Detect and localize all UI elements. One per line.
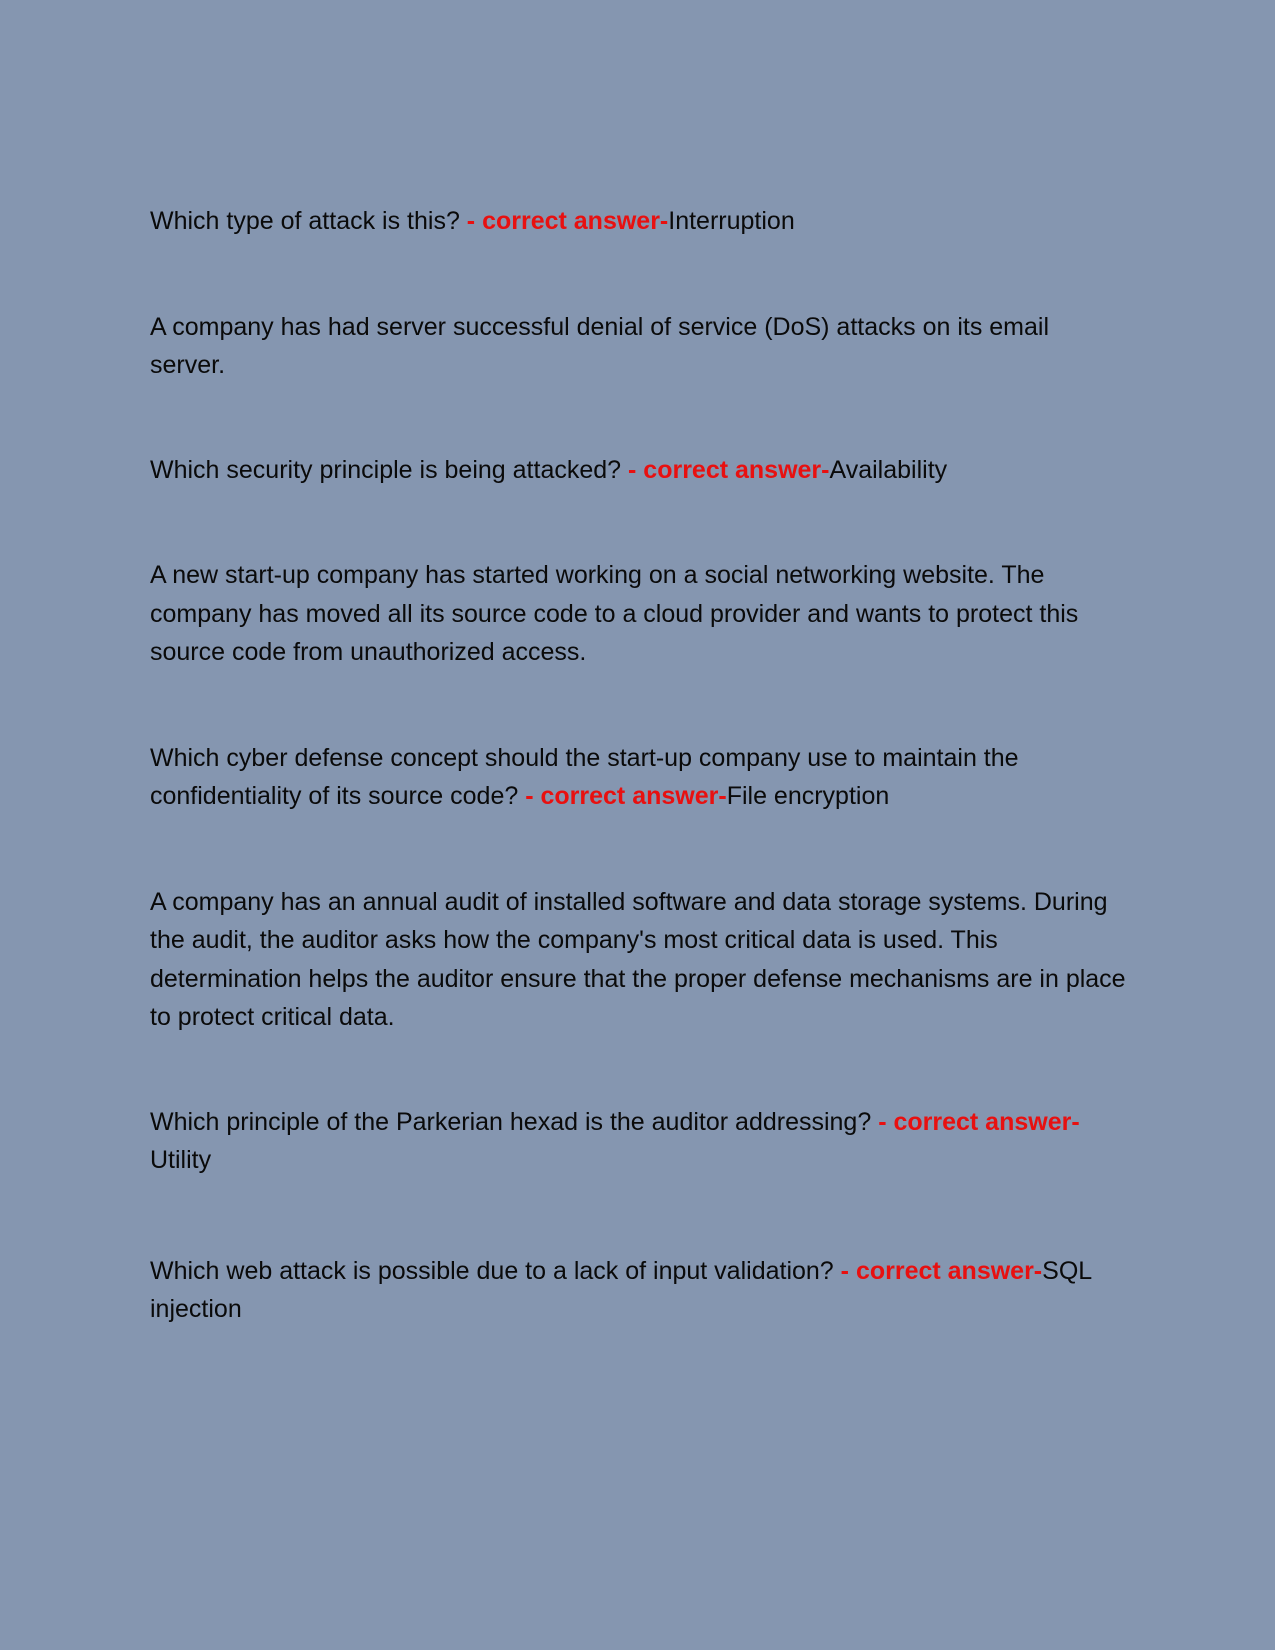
- answer-text: SQL injection: [150, 1256, 1092, 1323]
- answer-text: Interruption: [668, 207, 795, 235]
- question-text: Which web attack is possible due to a lack of input validation?: [150, 1256, 841, 1285]
- context-paragraph-2: A new start-up company has started working on a social networking website. The company has moved all its source code to a cloud provider and wants to protect this source code from unauthorized access.: [150, 561, 1079, 666]
- answer-text: Utility: [150, 1146, 212, 1174]
- document-body: [150, 202, 1130, 1329]
- context-paragraph-3: A company has an annual audit of installed software and data storage systems. During the audit, the auditor asks how the company's most critical data is used. This determination helps the auditor ensure that the proper defense mechanisms are in place to protect critical data.: [150, 887, 1126, 1031]
- correct-answer-label: - correct answer-: [878, 1107, 1080, 1136]
- qa-item-5: [150, 1252, 1130, 1329]
- qa-item-3: [150, 739, 1130, 816]
- question-text: Which security principle is being attacked?: [150, 455, 629, 484]
- answer-text: File encryption: [726, 782, 890, 810]
- context-paragraph-1: A company has had server successful denial of service (DoS) attacks on its email server.: [150, 312, 1050, 379]
- qa-item-2: [150, 451, 1130, 490]
- correct-answer-label: - correct answer-: [840, 1256, 1043, 1285]
- question-text: Which principle of the Parkerian hexad is the auditor addressing?: [150, 1107, 879, 1136]
- answer-text: Availability: [829, 455, 948, 484]
- correct-answer-label: - correct answer-: [628, 455, 830, 484]
- question-text: Which type of attack is this?: [150, 207, 467, 235]
- correct-answer-label: - correct answer-: [525, 782, 727, 810]
- qa-item-4: [150, 1103, 1130, 1180]
- qa-item-1: [150, 202, 1130, 241]
- question-text: Which cyber defense concept should the start-up company use to maintain the confidentiality of its source code?: [150, 743, 1019, 810]
- correct-answer-label: - correct answer-: [466, 207, 669, 235]
